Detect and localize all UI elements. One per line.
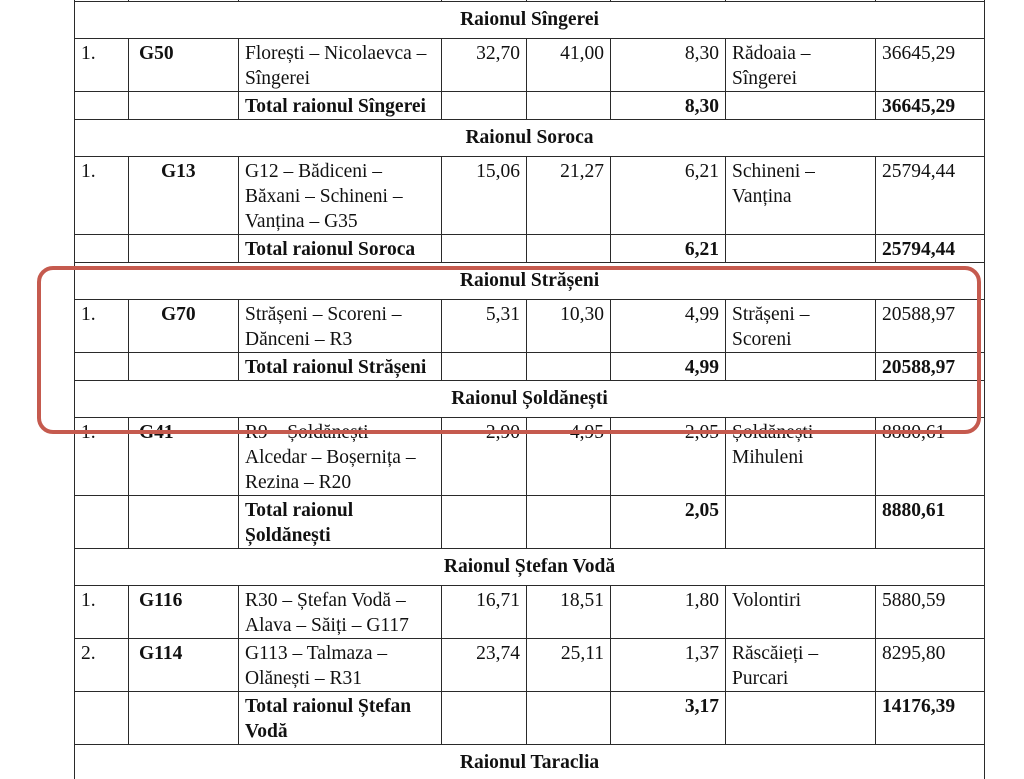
empty-cell: [129, 496, 239, 549]
road-code: G41: [129, 418, 239, 496]
table-row: [75, 300, 985, 353]
empty-cell: [129, 92, 239, 120]
total-label: Total raionul Șoldănești: [239, 496, 442, 549]
empty-cell: [442, 235, 527, 263]
total-label: Total raionul Strășeni: [239, 353, 442, 381]
empty-cell: [129, 235, 239, 263]
km-end: 25,11: [527, 639, 611, 692]
section-header-row: [75, 549, 985, 586]
empty-cell: [527, 692, 611, 745]
empty-cell: [442, 496, 527, 549]
route-name: Strășeni – Scoreni – Dănceni – R3: [239, 300, 442, 353]
locality: Rădoaia – Sîngerei: [726, 39, 876, 92]
road-code: G116: [129, 586, 239, 639]
total-label: Total raionul Sîngerei: [239, 92, 442, 120]
total-length: 4,99: [611, 353, 726, 381]
empty-cell: [726, 692, 876, 745]
amount: 36645,29: [876, 39, 985, 92]
table-row: [75, 418, 985, 496]
total-row: [75, 353, 985, 381]
amount: 20588,97: [876, 300, 985, 353]
amount: 5880,59: [876, 586, 985, 639]
total-length: 6,21: [611, 235, 726, 263]
total-length: 3,17: [611, 692, 726, 745]
total-amount: 14176,39: [876, 692, 985, 745]
total-length: 8,30: [611, 92, 726, 120]
length-km: 1,37: [611, 639, 726, 692]
table-row: [75, 157, 985, 235]
km-start: 23,74: [442, 639, 527, 692]
section-header: Raionul Ștefan Vodă: [75, 549, 985, 586]
total-amount: 20588,97: [876, 353, 985, 381]
km-end: 41,00: [527, 39, 611, 92]
road-code: G13: [129, 157, 239, 235]
table-row: [75, 586, 985, 639]
amount: 25794,44: [876, 157, 985, 235]
locality: Răscăieți – Purcari: [726, 639, 876, 692]
empty-cell: [129, 692, 239, 745]
total-row: [75, 692, 985, 745]
empty-cell: [527, 353, 611, 381]
locality: Schineni – Vanțina: [726, 157, 876, 235]
total-row: [75, 235, 985, 263]
length-km: 1,80: [611, 586, 726, 639]
section-header-row: [75, 263, 985, 300]
km-end: 4,95: [527, 418, 611, 496]
empty-cell: [442, 692, 527, 745]
empty-cell: [726, 496, 876, 549]
section-header-row: [75, 381, 985, 418]
row-number: 1.: [75, 418, 129, 496]
row-number: 1.: [75, 300, 129, 353]
section-header-row: [75, 120, 985, 157]
section-header: Raionul Șoldănești: [75, 381, 985, 418]
km-end: 21,27: [527, 157, 611, 235]
row-number: 1.: [75, 157, 129, 235]
section-header-row: [75, 745, 985, 779]
empty-cell: [527, 496, 611, 549]
empty-cell: [75, 92, 129, 120]
empty-cell: [75, 692, 129, 745]
amount: 8295,80: [876, 639, 985, 692]
route-name: G113 – Talmaza – Olănești – R31: [239, 639, 442, 692]
km-start: 16,71: [442, 586, 527, 639]
row-number: 1.: [75, 586, 129, 639]
empty-cell: [527, 235, 611, 263]
route-name: G12 – Bădiceni – Băxani – Schineni – Vanțina – G35: [239, 157, 442, 235]
road-code: G50: [129, 39, 239, 92]
km-end: 18,51: [527, 586, 611, 639]
total-row: [75, 496, 985, 549]
total-amount: 36645,29: [876, 92, 985, 120]
section-header-row: [75, 2, 985, 39]
empty-cell: [442, 92, 527, 120]
total-label: Total raionul Ștefan Vodă: [239, 692, 442, 745]
locality: Volontiri: [726, 586, 876, 639]
empty-cell: [726, 92, 876, 120]
route-name: R9 – Șoldănești – Alcedar – Boșernița – Rezina – R20: [239, 418, 442, 496]
road-code: G114: [129, 639, 239, 692]
empty-cell: [75, 235, 129, 263]
route-name: Florești – Nicolaevca – Sîngerei: [239, 39, 442, 92]
km-start: 32,70: [442, 39, 527, 92]
row-number: 1.: [75, 39, 129, 92]
section-header: Raionul Sîngerei: [75, 2, 985, 39]
km-start: 2,90: [442, 418, 527, 496]
empty-cell: [442, 353, 527, 381]
km-start: 5,31: [442, 300, 527, 353]
section-header: Raionul Strășeni: [75, 263, 985, 300]
length-km: 8,30: [611, 39, 726, 92]
total-amount: 25794,44: [876, 235, 985, 263]
length-km: 2,05: [611, 418, 726, 496]
road-repair-table: [74, 0, 985, 779]
route-name: R30 – Ștefan Vodă – Alava – Săiți – G117: [239, 586, 442, 639]
total-length: 2,05: [611, 496, 726, 549]
empty-cell: [726, 235, 876, 263]
locality: Strășeni – Scoreni: [726, 300, 876, 353]
empty-cell: [75, 353, 129, 381]
row-number: 2.: [75, 639, 129, 692]
section-header: Raionul Soroca: [75, 120, 985, 157]
empty-cell: [75, 496, 129, 549]
locality: Șoldănești – Mihuleni: [726, 418, 876, 496]
table-row: [75, 39, 985, 92]
road-code: G70: [129, 300, 239, 353]
length-km: 4,99: [611, 300, 726, 353]
amount: 8880,61: [876, 418, 985, 496]
km-start: 15,06: [442, 157, 527, 235]
length-km: 6,21: [611, 157, 726, 235]
empty-cell: [726, 353, 876, 381]
km-end: 10,30: [527, 300, 611, 353]
table-row: [75, 639, 985, 692]
total-amount: 8880,61: [876, 496, 985, 549]
empty-cell: [129, 353, 239, 381]
section-header: Raionul Taraclia: [75, 745, 985, 779]
empty-cell: [527, 92, 611, 120]
total-label: Total raionul Soroca: [239, 235, 442, 263]
total-row: [75, 92, 985, 120]
